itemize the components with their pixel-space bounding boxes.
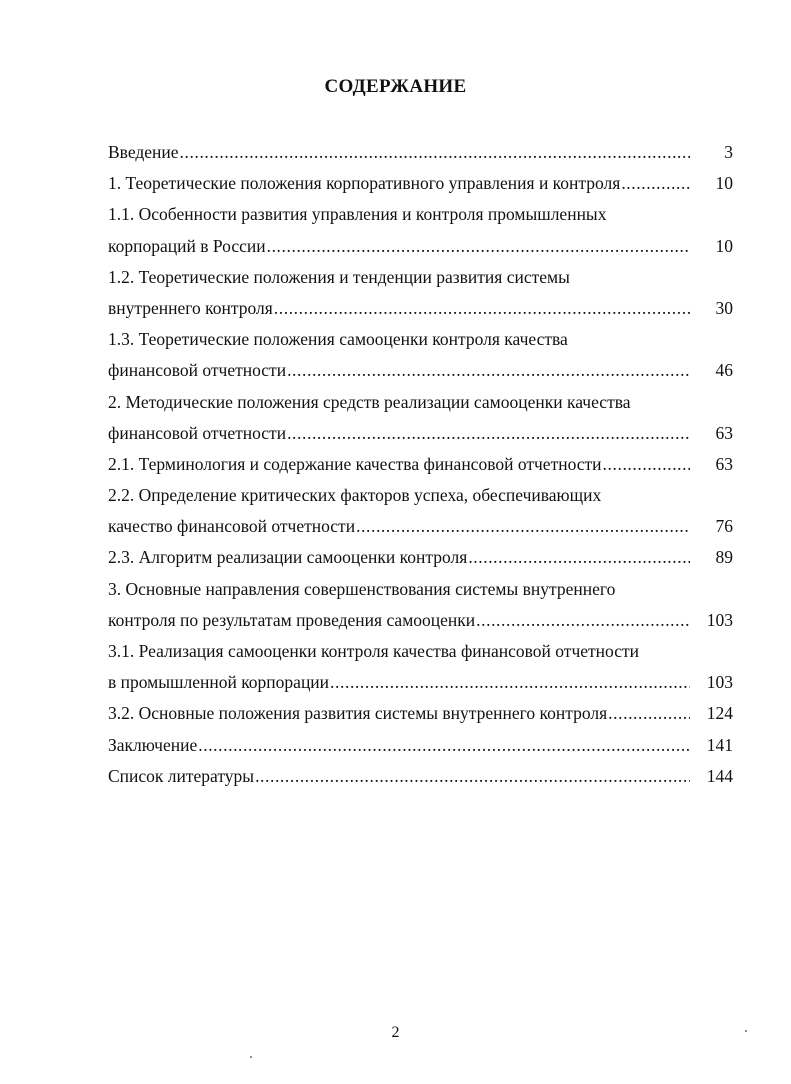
toc-entry[interactable] — [108, 542, 733, 573]
toc-entry[interactable] — [108, 480, 733, 511]
toc-entry-text: 2.3. Алгоритм реализации самооценки контроля — [108, 547, 468, 568]
toc-entry[interactable] — [108, 761, 733, 792]
toc-page-number: 141 — [706, 734, 733, 755]
toc-entry-text: финансовой отчетности — [108, 360, 287, 381]
toc-page-number: 124 — [706, 703, 733, 724]
toc-entry[interactable] — [108, 168, 733, 199]
toc-entry-text: 1.2. Теоретические положения и тенденции развития системы — [108, 266, 570, 287]
toc-entry-text: 3.1. Реализация самооценки контроля качества финансовой отчетности — [108, 641, 640, 661]
toc-entry-text: 2.2. Определение критических факторов успеха, обеспечивающих — [108, 485, 602, 506]
toc-entry-text: контроля по результатам проведения самооценки — [108, 609, 476, 630]
toc-entry-text: 3. Основные направления совершенствования системы внутреннего — [108, 578, 616, 599]
toc-entry-text: Введение — [108, 142, 179, 162]
scan-speck — [745, 1030, 747, 1032]
toc-entry-text: внутреннего контроля — [108, 297, 273, 318]
toc-entry-text: качество финансовой отчетности — [108, 516, 356, 537]
page-number: 2 — [391, 1024, 400, 1041]
toc-entry[interactable] — [108, 387, 733, 418]
toc-entry-text: 3.2. Основные положения развития системы внутреннего контроля — [108, 703, 608, 724]
scan-speck — [250, 1056, 252, 1058]
toc-entry[interactable] — [108, 698, 733, 729]
toc-page-number: 10 — [715, 173, 733, 194]
toc-entry-text: Список литературы — [108, 765, 255, 786]
toc-entry[interactable] — [108, 324, 733, 355]
toc-entry-text: 1.3. Теоретические положения самооценки контроля качества — [108, 329, 568, 350]
toc-entry[interactable] — [108, 137, 733, 168]
toc-page-number: 30 — [715, 297, 733, 318]
toc-entry-continuation[interactable] — [108, 418, 733, 449]
toc-page-number: 103 — [706, 609, 733, 630]
toc-page-number: 46 — [715, 360, 733, 381]
toc-entry-continuation[interactable] — [108, 605, 733, 636]
page-title: СОДЕРЖАНИЕ — [324, 76, 467, 97]
toc-entry[interactable] — [108, 262, 733, 293]
toc-entry[interactable] — [108, 730, 733, 761]
toc-page-number: 10 — [715, 235, 733, 256]
table-of-contents — [108, 137, 733, 792]
toc-entry[interactable] — [108, 574, 733, 605]
toc-entry-continuation[interactable] — [108, 667, 733, 698]
toc-entry-continuation[interactable] — [108, 231, 733, 262]
toc-entry[interactable] — [108, 636, 733, 667]
toc-entry[interactable] — [108, 199, 733, 230]
toc-entry-text: 1.1. Особенности развития управления и контроля промышленных — [108, 204, 607, 225]
toc-entry-continuation[interactable] — [108, 511, 733, 542]
toc-page-number: 63 — [715, 453, 733, 474]
toc-page-number: 144 — [706, 765, 733, 786]
toc-entry-text: 1. Теоретические положения корпоративного управления и контроля — [108, 173, 621, 194]
toc-page-number: 3 — [724, 142, 733, 162]
toc-entry-text: финансовой отчетности — [108, 422, 287, 443]
toc-page-number: 103 — [706, 672, 733, 693]
toc-page-number: 63 — [715, 422, 733, 443]
toc-entry-continuation[interactable] — [108, 293, 733, 324]
toc-page-number: 76 — [715, 516, 733, 537]
toc-entry-text: Заключение — [108, 734, 198, 755]
toc-entry-text: корпораций в России — [108, 235, 266, 256]
toc-entry-text: 2.1. Терминология и содержание качества финансовой отчетности — [108, 453, 602, 474]
toc-entry-text: 2. Методические положения средств реализации самооценки качества — [108, 391, 631, 412]
toc-entry-text: в промышленной корпорации — [108, 672, 330, 693]
toc-entry-continuation[interactable] — [108, 355, 733, 386]
toc-page-number: 89 — [715, 547, 733, 568]
toc-entry[interactable] — [108, 449, 733, 480]
